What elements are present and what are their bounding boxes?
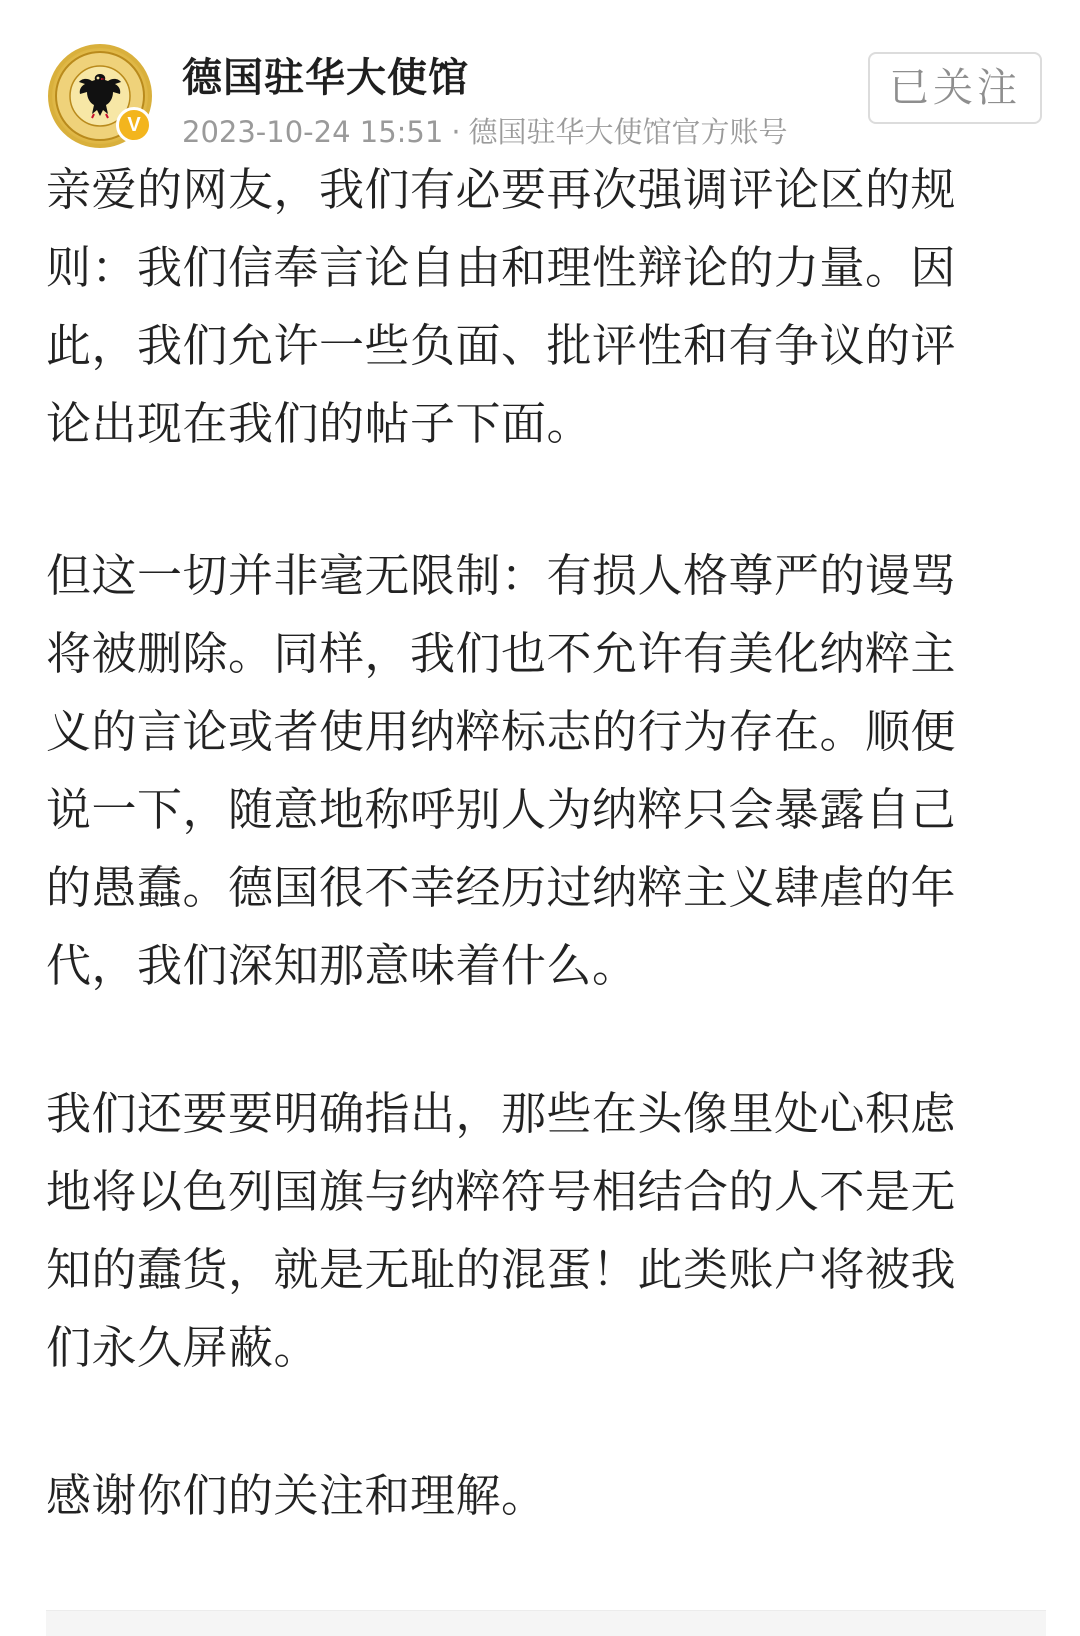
- body-line: 论出现在我们的帖子下面。: [46, 397, 593, 450]
- body-line: 亲爱的网友，我们有必要再次强调评论区的规: [46, 163, 957, 216]
- body-line: 代，我们深知那意味着什么。: [46, 939, 638, 992]
- body-line: 我们还要要明确指出，那些在头像里处心积虑: [46, 1087, 957, 1140]
- body-line: 则：我们信奉言论自由和理性辩论的力量。因: [46, 241, 957, 294]
- body-line: 说一下，随意地称呼别人为纳粹只会暴露自己: [46, 783, 957, 836]
- body-line: 地将以色列国旗与纳粹符号相结合的人不是无: [46, 1165, 957, 1218]
- body-line: 将被删除。同样，我们也不允许有美化纳粹主: [46, 627, 957, 680]
- following-button[interactable]: 已关注: [868, 52, 1042, 124]
- post-header: [0, 0, 1080, 150]
- post-timestamp: 2023-10-24 15:51: [182, 115, 444, 149]
- body-line: 义的言论或者使用纳粹标志的行为存在。顺便: [46, 705, 957, 758]
- body-line: 此，我们允许一些负面、批评性和有争议的评: [46, 319, 957, 372]
- body-line: 的愚蠢。德国很不幸经历过纳粹主义肆虐的年: [46, 861, 957, 914]
- body-line: 但这一切并非毫无限制：有损人格尊严的谩骂: [46, 549, 957, 602]
- meta-separator: ·: [451, 115, 461, 149]
- account-name[interactable]: 德国驻华大使馆: [182, 55, 469, 101]
- verified-icon: V: [116, 107, 152, 143]
- body-line: 知的蠢货，就是无耻的混蛋！此类账户将被我: [46, 1243, 957, 1296]
- body-line: 感谢你们的关注和理解。: [46, 1469, 547, 1522]
- body-line: 们永久屏蔽。: [46, 1321, 320, 1374]
- footer-divider: [46, 1610, 1046, 1636]
- post-source: 德国驻华大使馆官方账号: [468, 115, 788, 149]
- post-meta: [182, 110, 788, 151]
